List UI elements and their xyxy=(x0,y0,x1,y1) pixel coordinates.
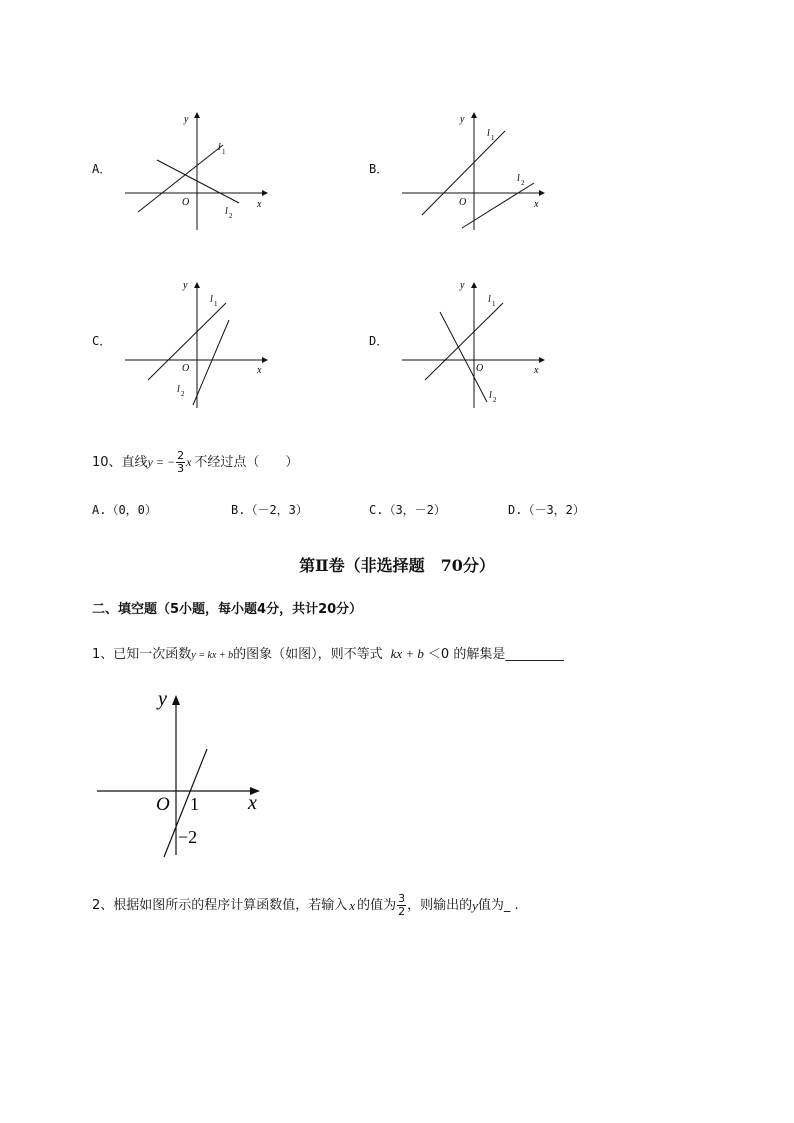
question-10 xyxy=(92,450,298,474)
origin-label: O xyxy=(182,197,190,208)
line-l2 xyxy=(157,160,239,203)
svg-text:O: O xyxy=(476,363,484,374)
option-b-label: B． xyxy=(369,162,389,176)
q10-prefix: 10、直线 xyxy=(92,454,148,470)
line-l1 xyxy=(425,303,503,380)
y-arrow xyxy=(194,112,200,118)
svg-text:l: l xyxy=(517,173,520,184)
svg-text:2: 2 xyxy=(493,396,497,404)
graph-b xyxy=(397,110,547,235)
x-intercept-label: 1 xyxy=(190,794,199,814)
q2-var: x xyxy=(349,897,356,913)
q10-fraction xyxy=(176,450,185,474)
graph-c xyxy=(120,280,270,410)
q10-option-b: B.（－2，3） xyxy=(231,503,308,517)
l2-label: l xyxy=(225,206,228,217)
q10-den: 3 xyxy=(177,461,185,475)
l2-sub: 2 xyxy=(229,212,233,220)
l1-sub: 1 xyxy=(222,148,226,156)
q10-option-c: C.（3，－2） xyxy=(369,503,446,517)
line-l2 xyxy=(193,320,229,405)
fill-question-2 xyxy=(92,893,519,917)
q10-num: 2 xyxy=(177,449,185,462)
q10-var: x xyxy=(186,455,192,470)
option-d-label: D． xyxy=(369,334,389,348)
svg-text:y: y xyxy=(460,114,465,125)
q2-num: 3 xyxy=(398,892,406,905)
option-c-label: C． xyxy=(92,334,112,348)
svg-text:y: y xyxy=(183,280,188,291)
q1-prefix: 1、已知一次函数 xyxy=(92,647,192,662)
q10-lhs: y = − xyxy=(147,455,176,470)
option-a-label: A． xyxy=(92,162,112,176)
y-label: y xyxy=(158,688,167,710)
q10-option-d: D.（－3，2） xyxy=(508,503,585,517)
svg-text:y: y xyxy=(460,280,465,291)
y-intercept-label: −2 xyxy=(178,827,198,847)
svg-text:O: O xyxy=(182,363,190,374)
svg-text:1: 1 xyxy=(214,300,218,308)
x-label: x xyxy=(257,199,262,210)
q2-yvar: y xyxy=(472,897,478,913)
graph-d xyxy=(397,280,547,410)
fill-question-1 xyxy=(92,647,564,661)
x-arrow xyxy=(262,190,268,196)
q2-tail: 值为_ . xyxy=(477,897,519,913)
q1-inequality: kx + b xyxy=(390,646,424,661)
q2-den: 2 xyxy=(398,904,406,918)
q1-answer-blank: _________ xyxy=(505,647,564,662)
q10-suffix: 不经过点（ ） xyxy=(194,454,299,470)
q1-mid: 的图象（如图），则不等式 xyxy=(233,647,383,662)
svg-text:l: l xyxy=(487,128,490,139)
line-l1 xyxy=(138,145,223,212)
origin-label: O xyxy=(156,794,170,815)
x-label: x xyxy=(248,792,257,814)
section-2-title: 第Ⅱ卷（非选择题 70分） xyxy=(299,556,495,575)
y-label: y xyxy=(184,114,189,125)
svg-text:x: x xyxy=(534,199,539,210)
q2-comma: ，则输出的 xyxy=(407,897,473,913)
svg-text:l: l xyxy=(488,294,491,305)
svg-text:x: x xyxy=(534,365,539,376)
q10-option-a: A.（0，0） xyxy=(92,503,157,517)
y-arrow xyxy=(172,695,180,705)
q2-prefix: 2、根据如图所示的程序计算函数值，若输入 xyxy=(92,897,348,913)
svg-text:1: 1 xyxy=(491,134,495,142)
svg-text:l: l xyxy=(489,390,492,401)
svg-text:l: l xyxy=(210,294,213,305)
svg-text:1: 1 xyxy=(492,300,496,308)
q2-mid: 的值为 xyxy=(357,897,397,913)
svg-text:l: l xyxy=(177,384,180,395)
svg-text:O: O xyxy=(459,197,467,208)
l1-label: l xyxy=(218,142,221,153)
q1-function: y = kx + b xyxy=(191,650,234,661)
svg-text:2: 2 xyxy=(181,390,185,398)
q2-fraction xyxy=(397,893,406,917)
fill-in-heading: 二、填空题（5小题，每小题4分，共计20分） xyxy=(92,602,363,617)
svg-text:x: x xyxy=(257,365,262,376)
graph-a xyxy=(120,110,270,235)
svg-text:2: 2 xyxy=(521,179,525,187)
q1-graph xyxy=(92,685,272,865)
line-l2 xyxy=(462,183,534,228)
q1-tail: ＜0 的解集是 xyxy=(427,647,506,662)
